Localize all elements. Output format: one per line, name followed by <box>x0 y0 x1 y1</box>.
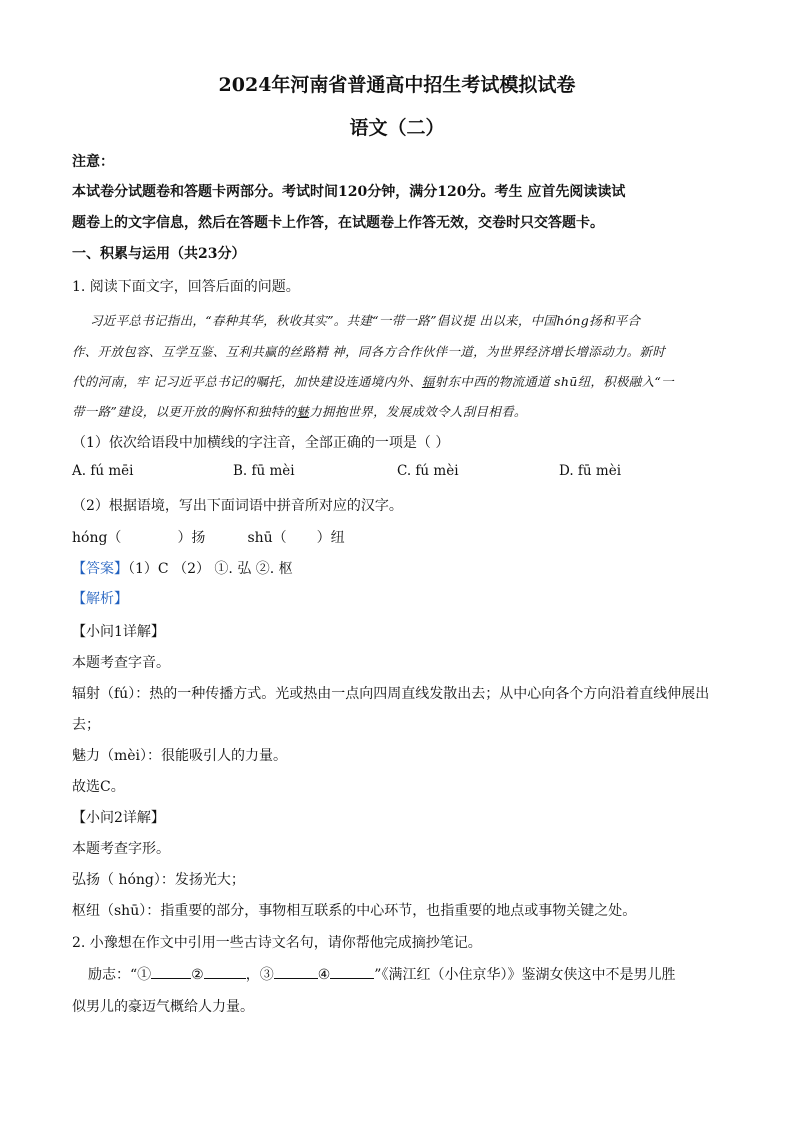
notice-line-1: 本试卷分试题卷和答题卡两部分。考试时间120分钟，满分120分。考生 应首先阅读读试 <box>72 184 626 200</box>
section-heading: 一、积累与运用（共23分） <box>72 246 246 262</box>
q2-line-2: 似男儿的豪迈气概给人力量。 <box>72 999 254 1015</box>
detail-1-line-3: 去； <box>72 717 100 733</box>
passage-line-1: 习近平总书记指出，“春种其华，秋收其实”。共建“一带一路”倡议提 出以来，中国hóng扬和平合 <box>90 313 641 328</box>
blank-2[interactable] <box>204 964 246 979</box>
detail-2-line-1: 本题考查字形。 <box>72 841 170 857</box>
detail-1-heading: 【小问1详解】 <box>72 624 165 640</box>
notice-line-2: 题卷上的文字信息，然后在答题卡上作答，在试题卷上作答无效，交卷时只交答题卡。 <box>72 215 604 231</box>
page-title: 2024年河南省普通高中招生考试模拟试卷 <box>218 74 576 96</box>
sub-question-2: （2）根据语境，写出下面词语中拼音所对应的汉字。 <box>72 498 403 514</box>
analysis-tag: 【解析】 <box>72 591 128 607</box>
detail-2-line-2: 弘扬（ hóng）：发扬光大； <box>72 872 245 888</box>
passage-line-4: 带一路”建设，以更开放的胸怀和独特的魅力拥抱世界，发展成效令人刮目相看。 <box>72 404 527 419</box>
passage-line-2: 作、开放包容、互学互鉴、互利共赢的丝路精 神，同各方合作伙伴一道，为世界经济增长增添动力。新时 <box>72 344 666 359</box>
detail-1-line-2: 辐射（fú）：热的一种传播方式。光或热由一点向四周直线发散出去；从中心向各个方向沿着直线伸展出 <box>72 686 710 702</box>
fill-in-row <box>72 527 732 547</box>
underlined-char-mei: 魅 <box>296 404 310 419</box>
sub-question-1: （1）依次给语段中加横线的字注音，全部正确的一项是（ ） <box>72 435 450 451</box>
blank-1[interactable] <box>151 964 191 979</box>
option-d[interactable]: D. fū mèi <box>559 463 622 479</box>
question-1-prompt: 1. 阅读下面文字，回答后面的问题。 <box>72 279 300 295</box>
detail-1-line-4: 魅力（mèi）：很能吸引人的力量。 <box>72 748 288 764</box>
fill-shu-tail: ）纽 <box>316 530 345 546</box>
fill-shu-label: shū（ <box>247 530 287 546</box>
detail-2-line-3: 枢纽（shū）：指重要的部分，事物相互联系的中心环节，也指重要的地点或事物关键之处。 <box>72 903 637 919</box>
fill-hong-tail: ）扬 <box>177 530 206 546</box>
detail-1-line-5: 故选C。 <box>72 779 125 795</box>
detail-1-line-1: 本题考查字音。 <box>72 655 170 671</box>
option-b[interactable]: B. fū mèi <box>233 463 295 479</box>
passage-line-3: 代的河南，牢 记习近平总书记的嘱托，加快建设连通境内外、辐射东中西的物流通道 shū纽，积极融入“一 <box>72 374 674 389</box>
underlined-char-fu: 辐 <box>421 374 435 389</box>
detail-2-heading: 【小问2详解】 <box>72 810 165 826</box>
answer-text: （1）C （2） ①. 弘 ②. 枢 <box>128 561 293 577</box>
q2-fill-line: 励志：“① ② ，③ ④ ”《满江红（小住京华）》鉴湖女侠这中不是男儿胜 <box>88 964 748 984</box>
answer-row <box>72 558 732 578</box>
blank-4[interactable] <box>330 964 374 979</box>
answer-tag: 【答案】 <box>72 561 128 577</box>
option-c[interactable]: C. fú mèi <box>397 463 459 479</box>
page-subtitle: 语文（二） <box>349 117 445 139</box>
option-a[interactable]: A. fú mēi <box>72 463 134 479</box>
blank-3[interactable] <box>274 964 318 979</box>
fill-hong-label: hóng（ <box>72 530 122 546</box>
notice-label: 注意： <box>72 154 114 170</box>
question-2-prompt: 2. 小豫想在作文中引用一些古诗文名句，请你帮他完成摘抄笔记。 <box>72 935 482 951</box>
